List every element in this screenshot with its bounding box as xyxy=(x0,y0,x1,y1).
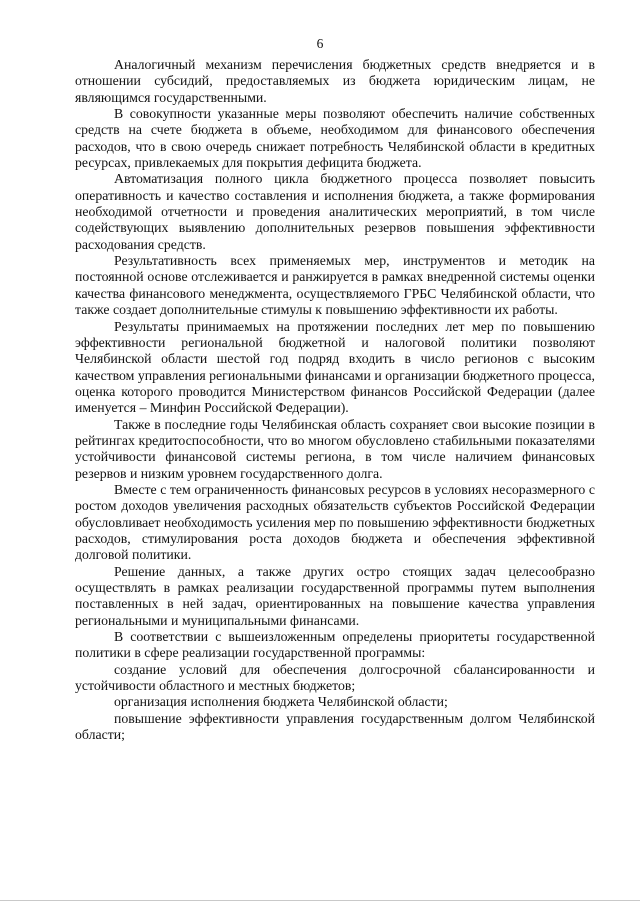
priority-item-balance: создание условий для обеспечения долгосрочной сбалансированности и устойчивости областного и местных бюджетов; xyxy=(75,661,595,694)
paragraph-tasks-solution: Решение данных, а также других остро стоящих задач целесообразно осуществлять в рамках реализации государственной программы путем выполнения поставленных в ней задач, ориентированных на повышение качества управления региональными и муниципальными финансами. xyxy=(75,563,595,628)
paragraph-results: Результаты принимаемых на протяжении последних лет мер по повышению эффективности региональной бюджетной и налоговой политики позволяют Челябинской области шестой год подряд входить в число регионов с высоким качеством управления региональными финансами и организации бюджетного процесса, оценка которого проводится Министерством финансов Российской Федерации (далее именуется – Минфин Российской Федерации). xyxy=(75,318,595,416)
paragraph-effectiveness-monitoring: Результативность всех применяемых мер, инструментов и методик на постоянной основе отслеживается и ранжируется в рамках внедренной системы оценки качества финансового менеджмента, осуществляемого ГРБС Челябинской области, что также создает дополнительные стимулы к повышению эффективности их работы. xyxy=(75,253,595,318)
paragraph-automation: Автоматизация полного цикла бюджетного процесса позволяет повысить оперативность и качество составления и исполнения бюджета, а также формирования необходимой отчетности и проведения аналитических мероприятий, в том числе содействующих выявлению дополнительных резервов повышения эффективности расходования средств. xyxy=(75,171,595,252)
paragraph-subsidies: Аналогичный механизм перечисления бюджетных средств внедряется и в отношении субсидий, предоставляемых из бюджета юридическим лицам, не являющимся государственными. xyxy=(75,57,595,105)
paragraph-credit-ratings: Также в последние годы Челябинская область сохраняет свои высокие позиции в рейтингах кредитоспособности, что во многом обусловлено стабильными показателями устойчивости финансовой системы региона, в том числе наличием финансовых резервов и низким уровнем государственного долга. xyxy=(75,416,595,481)
scan-edge-line xyxy=(0,900,640,901)
paragraph-priorities-intro: В соответствии с вышеизложенным определены приоритеты государственной политики в сфере реализации государственной программы: xyxy=(75,629,595,661)
paragraph-limited-resources: Вместе с тем ограниченность финансовых ресурсов в условиях несоразмерного с ростом доходов увеличения расходных обязательств субъектов Российской Федерации обусловливает необходимость усиления мер по повышению эффективности бюджетных расходов, стимулирования роста доходов бюджета и обеспечения эффективной долговой политики. xyxy=(75,481,595,563)
page-number: 6 xyxy=(316,36,324,51)
priority-item-execution: организация исполнения бюджета Челябинской области; xyxy=(114,694,448,710)
priority-item-debt: повышение эффективности управления государственным долгом Челябинской области; xyxy=(75,710,595,743)
paragraph-own-funds: В совокупности указанные меры позволяют обеспечить наличие собственных средств на счете бюджета в объеме, необходимом для финансового обеспечения расходов, что в свою очередь снижает потребность Челябинской области в кредитных ресурсах, привлекаемых для покрытия дефицита бюджета. xyxy=(75,106,595,171)
document-body xyxy=(75,57,595,743)
